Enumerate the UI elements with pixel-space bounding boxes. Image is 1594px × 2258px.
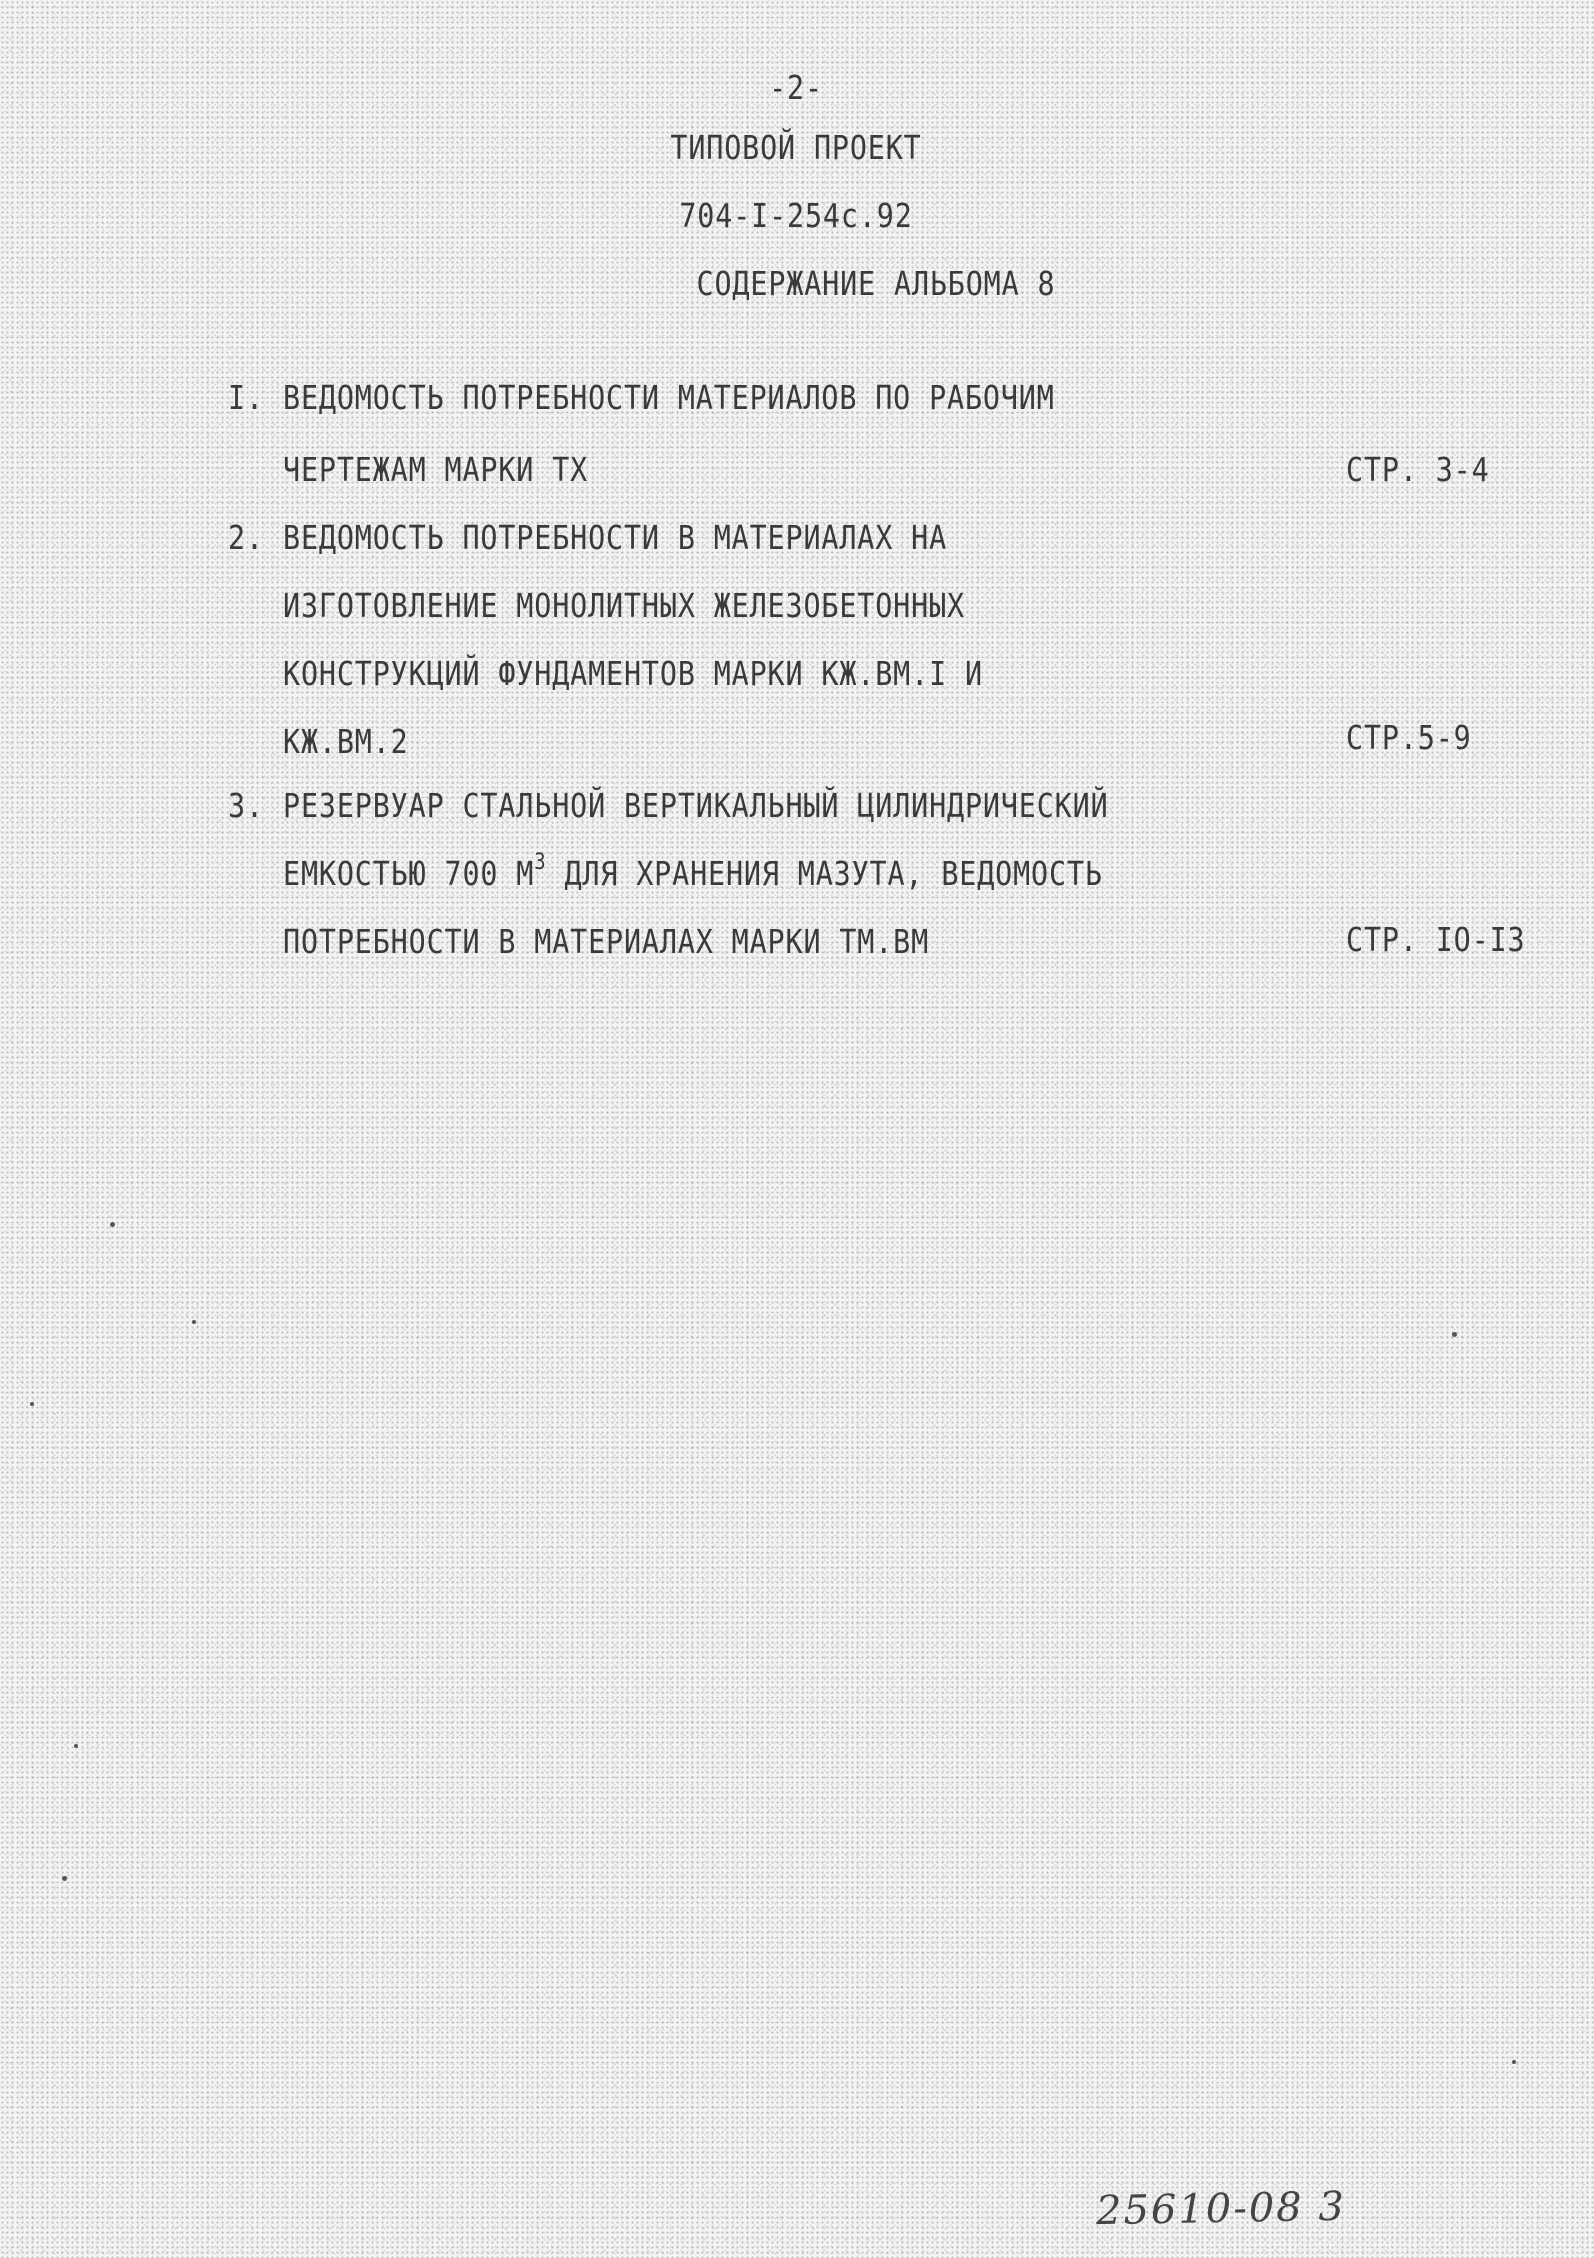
item-3-line-2 bbox=[283, 850, 1103, 893]
item-3-capacity-text: ЕМКОСТЬЮ 700 М bbox=[283, 854, 535, 893]
scan-speck bbox=[74, 1744, 78, 1748]
scan-speck bbox=[62, 1876, 67, 1881]
album-title: СОДЕРЖАНИЕ АЛЬБОМА 8 bbox=[696, 264, 1056, 303]
item-2-line-3: КОНСТРУКЦИЙ ФУНДАМЕНТОВ МАРКИ КЖ.ВМ.I И bbox=[283, 654, 983, 693]
item-3-pages: СТР. IO-I3 bbox=[1346, 920, 1526, 959]
item-1-line-2: ЧЕРТЕЖАМ МАРКИ ТХ bbox=[283, 450, 589, 489]
item-2-line-1: ВЕДОМОСТЬ ПОТРЕБНОСТИ В МАТЕРИАЛАХ НА bbox=[283, 518, 948, 557]
item-1-number: I. bbox=[228, 378, 264, 417]
item-3-number: 3. bbox=[228, 786, 264, 825]
scan-speck bbox=[1512, 2060, 1516, 2064]
scan-speck bbox=[1452, 1332, 1457, 1337]
scan-speck bbox=[192, 1320, 196, 1324]
handwritten-archive-number: 25610-08 3 bbox=[1095, 2183, 1347, 2235]
project-code: 704-I-254с.92 bbox=[679, 196, 913, 235]
item-3-line-3: ПОТРЕБНОСТИ В МАТЕРИАЛАХ МАРКИ ТМ.ВМ bbox=[283, 922, 930, 961]
scan-speck bbox=[110, 1222, 115, 1227]
project-type: ТИПОВОЙ ПРОЕКТ bbox=[670, 128, 922, 167]
item-1-line-1: ВЕДОМОСТЬ ПОТРЕБНОСТИ МАТЕРИАЛОВ ПО РАБОЧИМ bbox=[283, 378, 1055, 417]
cubic-superscript: 3 bbox=[534, 850, 547, 875]
item-2-number: 2. bbox=[228, 518, 264, 557]
scan-speck bbox=[30, 1402, 34, 1406]
item-1-pages: СТР. 3-4 bbox=[1346, 450, 1490, 489]
item-2-pages: СТР.5-9 bbox=[1346, 718, 1472, 757]
item-3-line-1: РЕЗЕРВУАР СТАЛЬНОЙ ВЕРТИКАЛЬНЫЙ ЦИЛИНДРИЧЕСКИЙ bbox=[283, 786, 1109, 825]
item-2-line-2: ИЗГОТОВЛЕНИЕ МОНОЛИТНЫХ ЖЕЛЕЗОБЕТОННЫХ bbox=[283, 586, 965, 625]
item-2-line-4: КЖ.ВМ.2 bbox=[283, 722, 409, 761]
item-3-line-2-rest: ДЛЯ ХРАНЕНИЯ МАЗУТА, ВЕДОМОСТЬ bbox=[546, 854, 1103, 893]
page-number: -2- bbox=[769, 68, 823, 107]
